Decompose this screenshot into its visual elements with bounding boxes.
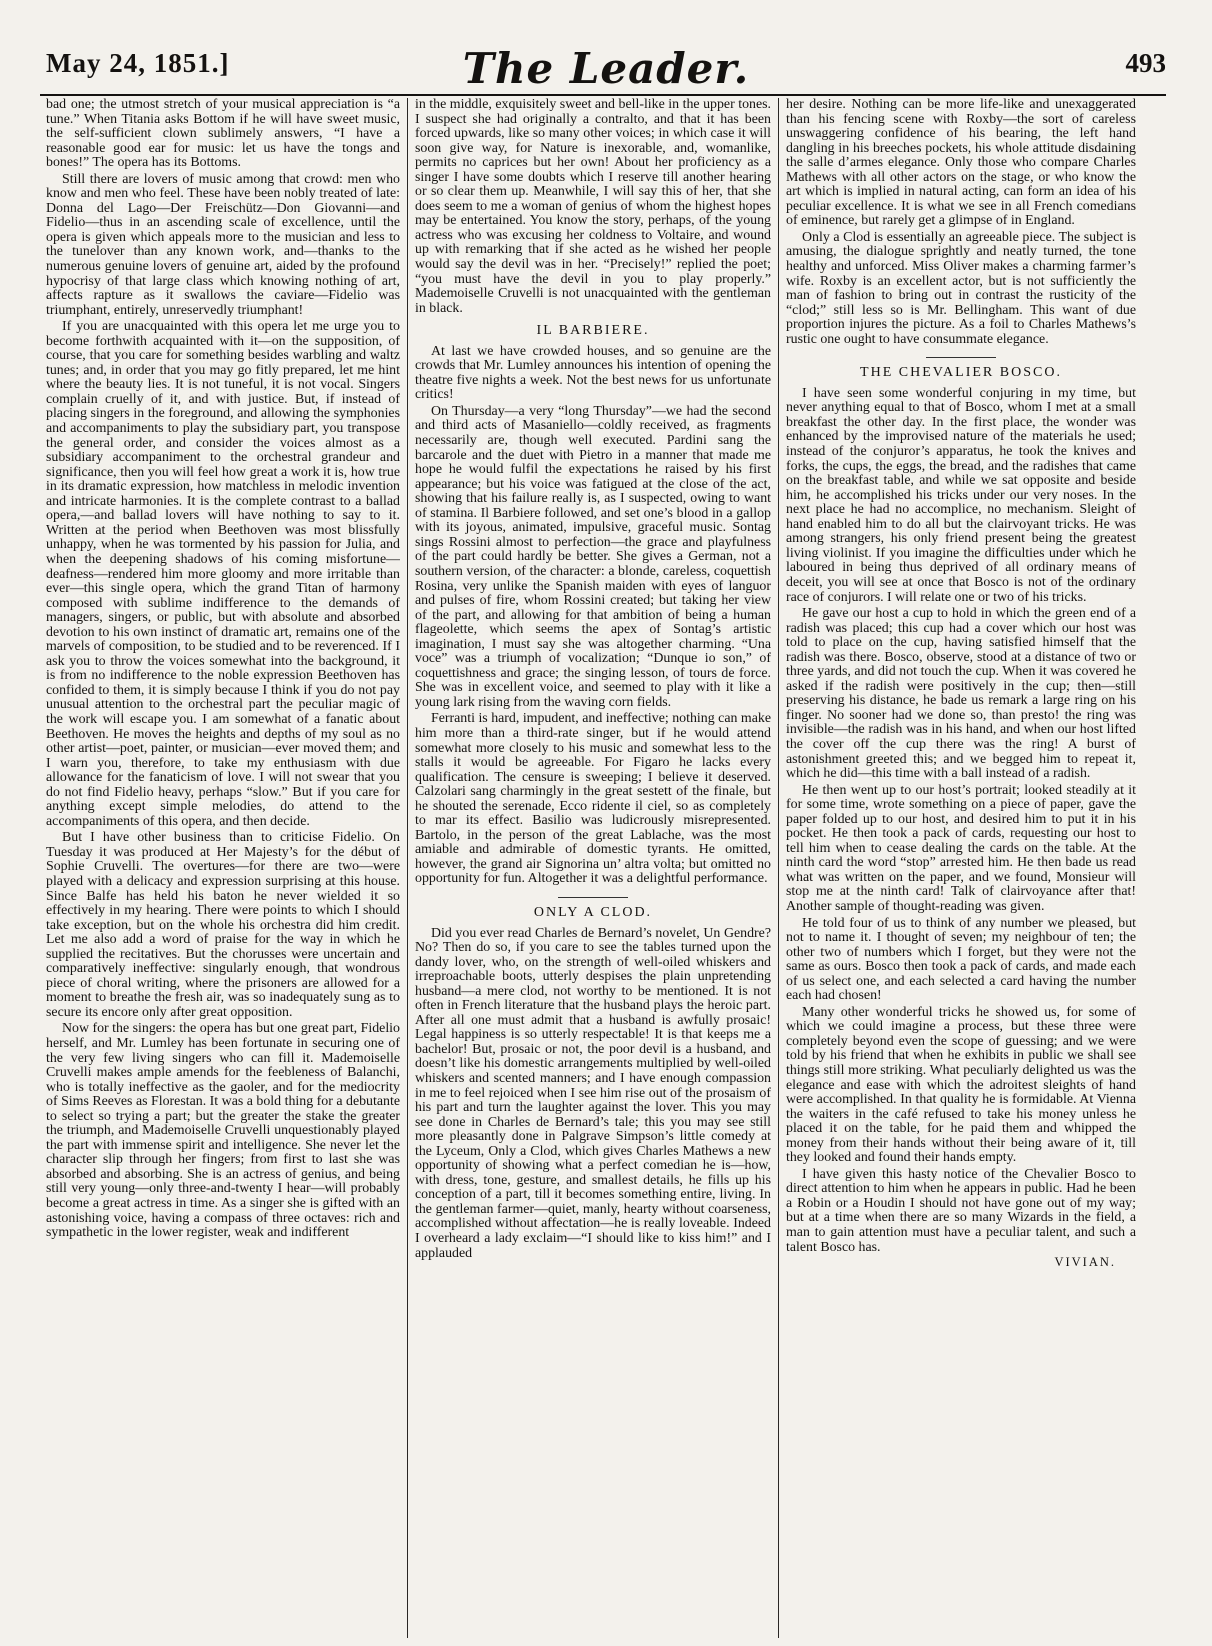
paragraph: At last we have crowded houses, and so genuine are the crowds that Mr. Lumley announces his intention of opening the theatre five nights a week. Not the best news for us unfortunate critics! [415, 343, 771, 403]
paragraph: bad one; the utmost stretch of your musical appreciation is “a tune.” When Titania asks Bottom if he will have sweet music, the self-sufficient clown sublimely answers, “I have a reasonable good ear for music: let us have the tongs and bones!” The opera has its Bottoms. [46, 98, 400, 171]
paragraph: in the middle, exquisitely sweet and bell-like in the upper tones. I suspect she had originally a contralto, and that it has been forced upwards, like so many other voices; in which case it will soon give way, for Nature is inexorable, and, womanlike, permits no caprices but her own! About her proficiency as a singer I have some doubts which I reserve till another hearing or so clear them up. Meanwhile, I will say this of her, that she does seem to me a woman of genius of whom the highest hopes may be entertained. You know the story, perhaps, of the young actress who was excusing her coldness to Voltaire, and wound up with remarking that if she acted as he wished her people would say the devil was in her. “Precisely!” replied the poet; “you must have the devil in you to play properly.” Mademoiselle Cruvelli is not unacquainted with the gentleman in black. [415, 98, 771, 316]
section-rule [926, 357, 996, 358]
section-heading-only-a-clod: ONLY A CLOD. [533, 904, 653, 920]
masthead [46, 44, 1166, 100]
page-number: 493 [1125, 48, 1166, 78]
newspaper-title: The Leader. [462, 44, 750, 93]
paragraph: Did you ever read Charles de Bernard’s novelet, Un Gendre? No? Then do so, if you care to see the tables turned upon the dandy lover, who, on the strength of well-oiled whiskers and irreproachable boots, utterly despises the plain unpretending husband—a mere clod, not worthy to be mentioned. It is not often in French literature that the husband plays the heroic part. After all one must admit that a husband is awfully prosaic! Legal happiness is so utterly respectable! It is that keeps me a bachelor! But, prosaic or not, the poor devil is a husband, and doesn’t like his domestic arrangements multiplied by well-oiled whiskers and scented manners; and I have enough compassion in me to feel rejoiced when I see him rise out of the prosaism of his part and turn the laughter against the lover. This you may see done in Charles de Bernard’s tale; this you may see still more pleasantly done in Palgrave Simpson’s little comedy at the Lyceum, Only a Clod, which gives Charles Mathews a new opportunity of showing what a perfect comedian he is—how, with dress, tone, gesture, and smallest details, he fills up his conception of a part, till it becomes something entire, living. In the gentleman farmer—quiet, manly, hearty without coarseness, accomplished without affectation—he is really loveable. Indeed I overheard a lady exclaim—“I should like to kiss him!” and I applauded [415, 925, 771, 1261]
paragraph: Now for the singers: the opera has but one great part, Fidelio herself, and Mr. Lumley has been fortunate in securing one of the very few living singers who can fill it. Mademoiselle Cruvelli makes ample amends for the feebleness of Balanchi, who is totally ineffective as the gaoler, and for the mediocrity of Sims Reeves as Florestan. It was a bold thing for a debutante to select so trying a part; but the greater the stake the greater the triumph, and Mademoiselle Cruvelli unquestionably played the part with immense spirit and intelligence. She never let the character slip through her fingers; from first to last she was absorbed and absorbing. She is an actress of genius, and being still very young—only three-and-twenty I hear—will probably become a great actress in time. As a singer she is gifted with an astonishing voice, having a compass of three octaves: rich and sympathetic in the lower register, weak and indifferent [46, 1021, 400, 1241]
section-heading-chevalier-bosco: THE CHEVALIER BOSCO. [860, 365, 1062, 381]
section-heading-il-barbiere: IL BARBIERE. [536, 323, 650, 339]
paragraph: I have seen some wonderful conjuring in my time, but never anything equal to that of Bosco, whom I met at a small breakfast the other day. In the first place, the wonder was enhanced by the improvised nature of the materials he used; instead of the conjuror’s apparatus, he took the knives and forks, the cups, the eggs, the bread, and the radishes that came on the breakfast table, and while we sat opposite and beside him, he accomplished his tricks under our very noses. In the next place he had no accomplice, no mechanism. Sleight of hand enabled him to do all but the clairvoyant tricks. He was among strangers, his only friend present being the greatest living violinist. If you imagine the difficulties under which he laboured in being thus deprived of all ordinary means of deceit, you will see at once that Bosco is not of the ordinary race of conjurors. I will relate one or two of his tricks. [786, 385, 1136, 605]
paragraph: But I have other business than to criticise Fidelio. On Tuesday it was produced at Her Majesty’s for the début of Sophie Cruvelli. The overtures—for there are two—were played with a delicacy and expression surprising at this house. Since Balfe has held his baton he never wielded it so effectively in my hearing. There were points to which I should take exception, but on the whole his orchestra did him credit. Let me also add a word of praise for the way in which he supplied the recitatives. But the chorusses were uncertain and comparatively ineffective: singularly enough, that wondrous piece of choral writing, where the prisoners are allowed for a moment to breathe the fresh air, was so inadequately sung as to secure its encore only after great opposition. [46, 830, 400, 1020]
paragraph: her desire. Nothing can be more life-like and unexaggerated than his fencing scene with Roxby—the sort of careless unswaggering confidence of his bearing, the left hand dangling in his breeches pockets, his whole attitude disdaining the salle d’armes elegance. Only those who compare Charles Mathews with all other actors on the stage, or who know the art which is implied in natural acting, can form an idea of his peculiar excellence. It is what we see in all French comedians of eminence, but rarely get a glimpse of in England. [786, 98, 1136, 229]
paragraph: Many other wonderful tricks he showed us, for some of which we could imagine a process, but these three were completely beyond even the scope of guessing; and we were told by his friend that when he exhibits in public we shall see things still more striking. What peculiarly delighted us was the elegance and ease with which the adroitest sleights of hand were accomplished. In that quality he is formidable. At Vienna the waiters in the café refused to take his money unless he placed it on the table, for he paid them and whipped the money from their hands without their being aware of it, till they looked and found their hands empty. [786, 1004, 1136, 1166]
paragraph: He gave our host a cup to hold in which the green end of a radish was placed; this cup had a cover which our host was told to place on the cup, having satisfied himself that the radish was there. Bosco, observe, stood at a distance of two or three yards, and did not touch the cup. When it was covered he asked if the radish were positively in the cup; then—still preserving his distance, he bade us remark a large ring on his finger. No sooner had we done so, than presto! the ring was invisible—the radish was in his hand, and when our host lifted the cover off the cup there was the ring! A burst of astonishment greeted this; and we begged him to repeat it, which he did—this time with a ball instead of a radish. [786, 606, 1136, 782]
column-3 [786, 98, 1136, 1640]
column-divider [407, 98, 408, 1638]
paragraph: On Thursday—a very “long Thursday”—we had the second and third acts of Masaniello—coldly received, as fragments necessarily are, though well executed. Pardini sang the barcarole and the duet with Pietro in a manner that made me hope he would fulfil the expectations he raised by his first appearance; but his voice was fatigued at the close of the act, showing that his failure really is, as I suspected, owing to want of stamina. Il Barbiere followed, and set one’s blood in a gallop with its joyous, animated, impulsive, graceful music. Sontag sings Rossini almost to perfection—the grace and playfulness of the part could hardly be better. She gives a German, not a southern version, of the character: a blonde, careless, coquettish Rosina, very unlike the Spanish maiden with eyes of languor and pulses of fire, whom Rossini created; but taking her view of the part, and allowing for that ambition of being a human flageolette, which seems the apex of Sontag’s artistic imagination, I must say she was altogether charming. “Una voce” was a triumph of vocalization; “Dunque io son,” of coquettishness and grace; the singing lesson, of tours de force. She was in excellent voice, and seemed to play with it like a young lark rising from the waving corn fields. [415, 403, 771, 710]
paragraph: I have given this hasty notice of the Chevalier Bosco to direct attention to him when he appears in public. Had he been a Robin or a Houdin I should not have gone out of my way; but at a time when there are so many Wizards in the field, a man to gain attention must have a peculiar talent, and such a talent Bosco has. [786, 1166, 1136, 1255]
section-rule [558, 897, 628, 898]
column-1 [46, 98, 400, 1640]
paragraph: Still there are lovers of music among that crowd: men who know and men who feel. These have been nobly treated of late: Donna del Lago—Der Freischütz—Don Giovanni—and Fidelio—thus in an ascending scale of excellence, until the opera is given which appeals more to the musician and less to the tunelover than any known work, and—thanks to the numerous genuine lovers of genuine art, aided by the profound hypocrisy of that large class which knowing nothing of art, affects rapture as it swallows the caviare—Fidelio was triumphant, entirely, unreservedly triumphant! [46, 171, 400, 318]
column-divider [778, 98, 779, 1638]
header-rule [40, 94, 1166, 96]
paragraph: Ferranti is hard, impudent, and ineffective; nothing can make him more than a third-rate singer, but if he would attend somewhat more closely to his music and somewhat less to the stalls it would be agreeable. For Figaro he lacks every qualification. The censure is sweeping; I believe it deserved. Calzolari sang charmingly in the great sestett of the finale, but he shouted the serenade, Ecco ridente il ciel, so as completely to mar its effect. Basilio was ludicrously misrepresented. Bartolo, in the person of the great Lablache, was the most amiable and admirable of domestic tyrants. He omitted, however, the grand air Signorina un’ altra volta; but omitted no opportunity for fun. Altogether it was a delightful performance. [415, 711, 771, 887]
paragraph: He then went up to our host’s portrait; looked steadily at it for some time, wrote something on a piece of paper, gave the paper folded up to our host, and desired him to put it in his pocket. He then took a pack of cards, requesting our host to tell him when to cease dealing the cards on the table. At the ninth card the word “stop” arrested him. He then bade us read what was written on the paper, and we found, Monsieur will stop me at the ninth card! Talk of clairvoyance after that! Another sample of thought-reading was given. [786, 782, 1136, 914]
column-2 [415, 98, 771, 1640]
paragraph: Only a Clod is essentially an agreeable piece. The subject is amusing, the dialogue sprightly and neatly turned, the tone healthy and unforced. Miss Oliver makes a charming farmer’s wife. Roxby is an excellent actor, but is not sufficiently the man of fashion to bring out in contrast the rusticity of the “clod;” still less so is Mr. Bellingham. This want of due proportion injures the picture. As a foil to Charles Mathews’s rustic one ought to have consummate elegance. [786, 229, 1136, 347]
issue-date: May 24, 1851.] [46, 48, 230, 78]
author-signature: VIVIAN. [1054, 1255, 1116, 1270]
paragraph: He told four of us to think of any number we pleased, but not to name it. I thought of seven; my neighbour of ten; the other two of numbers which I forget, but they were not the same as ours. Bosco then took a pack of cards, and made each of us select one, and each selected a card having the number each had chosen! [786, 915, 1136, 1004]
paragraph: If you are unacquainted with this opera let me urge you to become forthwith acquainted with it—on the supposition, of course, that you care for something besides warbling and waltz tunes; and, in order that you may go fitly prepared, let me hint where the beauty lies. It is not tuneful, it is not vocal. Singers complain cruelly of it, and with justice. But, if instead of placing singers in the foreground, and allowing the symphonies and accompaniments to play the subsidiary part, you transpose the general order, and consider the voices almost as a subsidiary accompaniment to the orchestral grandeur and significance, then you will feel how great a work it is, how true in its dramatic expression, how matchless in melodic invention and intricate harmonies. It is the complete contrast to a ballad opera,—and ballad lovers will have nothing to say to it. Written at the period when Beethoven was most blissfully unhappy, when he was tormented by his passion for Julia, and when the deepening shadows of his coming misfortune—deafness—rendered him more gloomy and more irritable than ever—this single opera, which the grand Titan of harmony composed with sublime indifference to the demands of managers, singers, or public, but with absolute and absorbed devotion to his own instinct of dramatic art, remains one of the marvels of composition, to be studied and to be reverenced. If I ask you to throw the voices somewhat into the background, it is from no indifference to the noble expression Beethoven has confided to them, it is simply because I think if you do not pay unusual attention to the orchestral part the peculiar magic of the work will escape you. I am somewhat of a fanatic about Beethoven. He moves the heights and depths of my soul as no other artist—poet, painter, or musician—ever moved them; and I warn you, therefore, to take my enthusiasm with due allowance for the fanaticism of love. I will not swear that you do not find Fidelio heavy, perhaps “slow.” But if you care for anything except simple melodies, do attend to the accompaniments of this opera, and then decide. [46, 319, 400, 829]
